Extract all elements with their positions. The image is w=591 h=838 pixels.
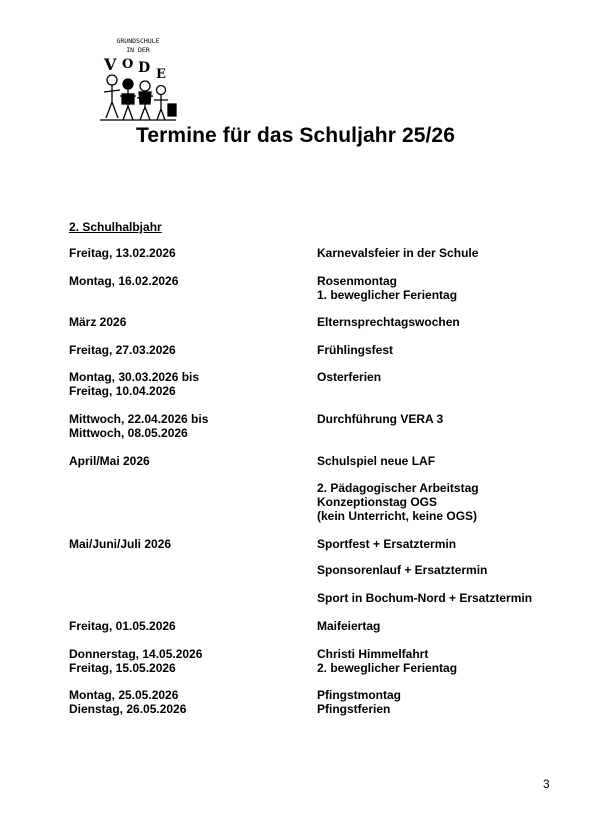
svg-text:O: O [122,57,134,72]
entry-date-line: Mai/Juni/Juli 2026 [69,537,172,551]
entry-event-line: 2. Pädagogischer Arbeitstag [317,481,479,495]
entry-event-line: Konzeptionstag OGS [317,495,437,509]
entry-date-line: April/Mai 2026 [69,454,150,468]
svg-text:E: E [156,67,166,82]
entry-event-line: Pfingstferien [317,702,391,716]
entry-date-line: Montag, 16.02.2026 [69,274,179,288]
entry-event [317,454,557,468]
entry-event-line: Osterferien [317,370,382,384]
entry-date [69,412,309,440]
entry-event-line: Karnevalsfeier in der Schule [317,246,479,260]
section-heading: 2. Schulhalbjahr [69,220,162,234]
entry-event [317,315,557,329]
entry-event [317,619,557,633]
entry-date-line: Freitag, 27.03.2026 [69,343,176,357]
svg-text:V: V [104,55,117,74]
entry-date-line: Freitag, 15.05.2026 [69,661,176,675]
entry-event [317,688,557,716]
entry-event-line: Durchführung VERA 3 [317,412,444,426]
entry-event-line: 2. beweglicher Ferientag [317,661,458,675]
entry-event [317,563,557,577]
entry-date [69,647,309,675]
entry-event-line: Christi Himmelfahrt [317,647,429,661]
entry-event [317,647,557,675]
page-number: 3 [543,777,550,791]
entry-date [69,246,309,260]
entry-date-line: Dienstag, 26.05.2026 [69,702,187,716]
entry-date-line: März 2026 [69,315,127,329]
svg-text:D: D [138,60,151,76]
entry-event-line: Pfingstmontag [317,688,401,702]
entry-date-line: Mittwoch, 08.05.2026 [69,426,188,440]
entry-event [317,537,557,551]
entry-event-line: Schulspiel neue LAF [317,454,436,468]
svg-text:IN DER: IN DER [126,46,150,54]
entry-event-line: Maifeiertag [317,619,381,633]
entry-event-line: Sportfest + Ersatztermin [317,537,457,551]
entry-date [69,454,309,468]
entry-date-line: Mittwoch, 22.04.2026 bis [69,412,209,426]
entry-event [317,370,557,384]
entry-date-line: Freitag, 01.05.2026 [69,619,176,633]
entry-date [69,537,309,551]
entry-date [69,370,309,398]
entry-event-line: (kein Unterricht, keine OGS) [317,509,478,523]
entry-event [317,343,557,357]
entry-event-line: 1. beweglicher Ferientag [317,288,458,302]
entry-event-line: Frühlingsfest [317,343,394,357]
entry-date-line: Montag, 25.05.2026 [69,688,179,702]
entry-date [69,315,309,329]
entry-event-line: Sponsorenlauf + Ersatztermin [317,563,488,577]
entry-date [69,274,309,288]
entry-date-line: Freitag, 10.04.2026 [69,384,176,398]
entry-event [317,591,557,605]
svg-text:GRUNDSCHULE: GRUNDSCHULE [116,37,160,45]
entry-date [69,619,309,633]
entry-date-line: Donnerstag, 14.05.2026 [69,647,203,661]
entry-event-line: Sport in Bochum-Nord + Ersatztermin [317,591,533,605]
entry-event [317,412,557,426]
entry-event-line: Elternsprechtagswochen [317,315,460,329]
entry-event-line: Rosenmontag [317,274,398,288]
school-logo [98,34,178,122]
entry-date [69,343,309,357]
entry-event [317,481,557,523]
entry-date-line: Montag, 30.03.2026 bis [69,370,200,384]
page-title: Termine für das Schuljahr 25/26 [136,124,455,147]
entry-event [317,274,557,302]
entry-date-line: Freitag, 13.02.2026 [69,246,176,260]
entry-date [69,688,309,716]
entry-event [317,246,557,260]
